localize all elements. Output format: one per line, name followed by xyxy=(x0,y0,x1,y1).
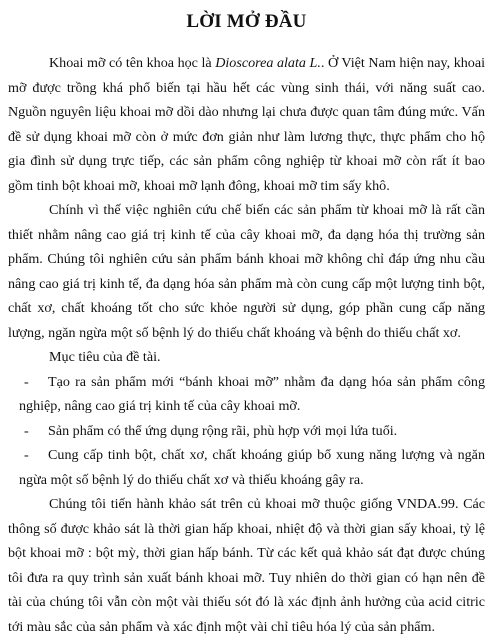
page-title: LỜI MỞ ĐẦU xyxy=(186,11,307,32)
objective-text: Cung cấp tinh bột, chất xơ, chất khoáng giúp bổ xung năng lượng và ngăn ngừa một số bệnh lý do thiếu chất xơ và thiếu khoáng gây ra. xyxy=(19,447,485,488)
objective-item xyxy=(8,419,485,444)
intro-rest: . Ở Việt Nam hiện nay, khoai mỡ được trồng khá phổ biến tại hầu hết các vùng sinh thái, với năng suất cao. Nguồn nguyên liệu khoai mỡ dồi dào nhưng lại chưa được quan tâm đúng mức. Vấn đề sử dụng khoai mỡ còn ở mức đơn giản như làm lương thực, thực phẩm cho hộ gia đình sử dụng trực tiếp, các sản phẩm công nghiệp từ khoai mỡ còn rất ít bao gồm tinh bột khoai mỡ, khoai mỡ lạnh đông, khoai mỡ tim sấy khô. xyxy=(8,55,486,194)
objectives-heading: Mục tiêu của đề tài. xyxy=(49,349,161,365)
intro-paragraph xyxy=(8,51,485,198)
objective-text: Sản phẩm có thể ứng dụng rộng rãi, phù hợp với mọi lứa tuổi. xyxy=(48,422,398,439)
methods-paragraph: Chúng tôi tiến hành khảo sát trên củ khoai mỡ thuộc giống VNDA.99. Các thông số được khảo sát là thời gian hấp khoai, nhiệt độ và thời gian sấy khoai, tỷ lệ bột khoai mỡ : bột mỳ, thời gian hấp bánh. Từ các kết quả khảo sát đạt được chúng tôi đưa ra quy trình sản xuất bánh khoai mỡ. Tuy nhiên do thời gian có hạn nên đề tài của chúng tôi vẫn còn một vài thiếu sót đó là xác định ảnh hưởng của acid citric tới màu sắc của sản phẩm và xác định một vài chỉ tiêu hóa lý của sản phẩm. xyxy=(8,496,485,635)
intro-prefix: Khoai mỡ có tên khoa học là xyxy=(49,55,216,71)
objective-text: Tạo ra sản phẩm mới “bánh khoai mỡ” nhằm đa dạng hóa sản phẩm công nghiệp, nâng cao giá trị kinh tế của cây khoai mỡ. xyxy=(19,373,485,414)
objective-item xyxy=(8,443,485,492)
bullet-dash: - xyxy=(24,422,29,439)
objective-item xyxy=(8,370,485,419)
bullet-dash: - xyxy=(24,447,29,463)
rationale-paragraph: Chính vì thế việc nghiên cứu chế biến các sản phẩm từ khoai mỡ là rất cần thiết nhằm nâng cao giá trị kinh tế của cây khoai mỡ, đa dạng hóa thị trường sản phẩm. Chúng tôi nghiên cứu sản phẩm bánh khoai mỡ không chỉ đáp ứng nhu cầu nâng cao giá trị kinh tế, đa dạng hóa sản phẩm mà còn cung cấp một lượng tinh bột, chất xơ, chất khoáng tốt cho sức khỏe người sử dụng, góp phần cung cấp năng lượng, ngăn ngừa một số bệnh lý do thiếu chất khoáng và bệnh do thiếu chất xơ. xyxy=(8,202,485,341)
scientific-name: Dioscorea alata L. xyxy=(215,55,321,71)
bullet-dash: - xyxy=(24,373,29,390)
